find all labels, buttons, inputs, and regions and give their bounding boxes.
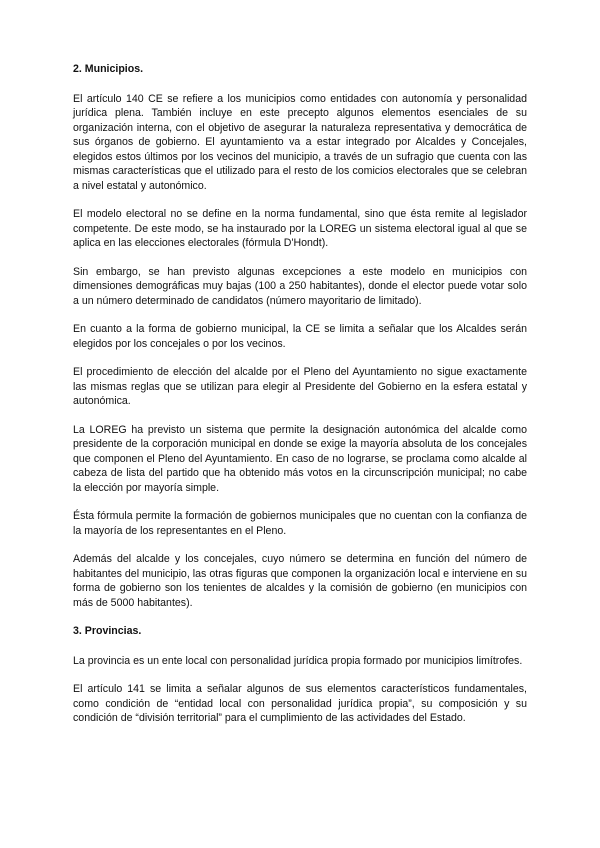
paragraph: El procedimiento de elección del alcalde por el Pleno del Ayuntamiento no sigue exactamente las mismas reglas que se utilizan para elegir al Presidente del Gobierno en la esfera estatal y autonómica. [73,366,527,407]
section-heading-provincias: 3. Provincias. [73,625,142,637]
paragraph: Además del alcalde y los concejales, cuyo número se determina en función del número de habitantes del municipio, las otras figuras que componen la organización local e interviene en su forma de gobierno son los tenientes de alcaldes y la comisión de gobierno (en municipios con más de 5000 habitantes). [73,553,527,609]
paragraph: El artículo 140 CE se refiere a los municipios como entidades con autonomía y personalidad jurídica plena. También incluye en este precepto algunos elementos esenciales de su organización interna, con el objetivo de asegurar la naturaleza representativa y democrática de sus órganos de gobierno. El ayuntamiento va a estar integrado por Alcaldes y Concejales, elegidos estos últimos por los vecinos del municipio, a través de un sufragio que cuenta con las mismas características que el utilizado para el resto de los comicios electorales que se celebran a nivel estatal y autonómico. [73,92,527,192]
paragraph: La LOREG ha previsto un sistema que permite la designación autonómica del alcalde como presidente de la corporación municipal en donde se exige la mayoría absoluta de los concejales que componen el Pleno del Ayuntamiento. En caso de no lograrse, se proclama como alcalde al cabeza de lista del partido que ha obtenido más votos en la circunscripción municipal; no cabe la elección por mayoría simple. [73,423,527,494]
paragraph: En cuanto a la forma de gobierno municipal, la CE se limita a señalar que los Alcaldes serán elegidos por los concejales o por los vecinos. [73,323,527,350]
paragraph: El artículo 141 se limita a señalar algunos de sus elementos característicos fundamentales, como condición de “entidad local con personalidad jurídica propia”, su composición y su condición de “división territorial” para el cumplimiento de las actividades del Estado. [73,683,527,724]
paragraph: Sin embargo, se han previsto algunas excepciones a este modelo en municipios con dimensiones demográficas muy bajas (100 a 250 habitantes), donde el elector puede votar solo a un número determinado de candidatos (número mayoritario de limitado). [73,265,527,307]
paragraph: El modelo electoral no se define en la norma fundamental, sino que ésta remite al legislador competente. De este modo, se ha instaurado por la LOREG un sistema electoral igual al que se aplica en las elecciones electorales (fórmula D'Hondt). [73,208,527,249]
document-page [73,62,527,740]
paragraph: Ésta fórmula permite la formación de gobiernos municipales que no cuentan con la confianza de la mayoría de los representantes en el Pleno. [73,510,527,537]
section-heading-municipios: 2. Municipios. [73,63,144,75]
paragraph: La provincia es un ente local con personalidad jurídica propia formado por municipios limítrofes. [73,654,523,667]
